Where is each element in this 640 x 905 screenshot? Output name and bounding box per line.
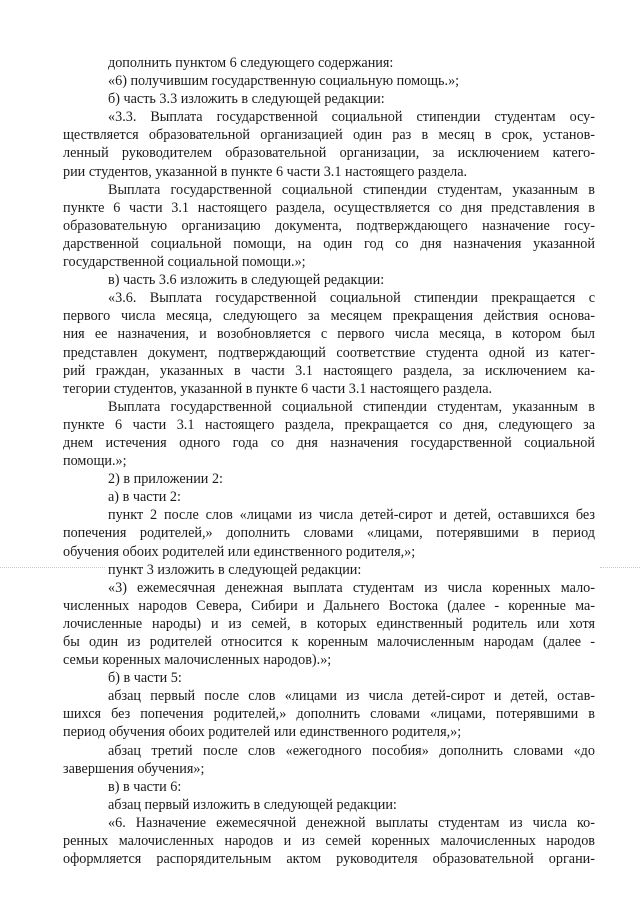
text-line: ленный руководителем образовательной организации, за исключением катего- xyxy=(63,145,595,162)
text-line: днем истечения одного года со дня назначения государственной социальной xyxy=(63,434,595,451)
text-line: оформляется распорядительным актом руководителя образовательной органи- xyxy=(63,851,595,868)
document-body xyxy=(63,54,595,868)
text-line: «3.6. Выплата государственной социальной стипендии прекращается с xyxy=(108,290,595,307)
text-line: шихся без попечения родителей,» дополнить словами «лицами, потерявшими в xyxy=(63,706,595,723)
text-line: дополнить пунктом 6 следующего содержания: xyxy=(108,55,394,71)
text-line: «6. Назначение ежемесячной денежной выплаты студентам из числа ко- xyxy=(108,814,595,831)
text-line: ния ее назначения, и возобновляется с первого числа месяца, в котором был xyxy=(63,326,595,343)
text-line: ществляется образовательной организацией один раз в месяц в срок, установ- xyxy=(63,127,595,144)
text-line: в) в части 6: xyxy=(108,778,182,795)
text-line: государственной социальной помощи.»; xyxy=(63,254,306,271)
text-line: абзац третий после слов «ежегодного пособия» дополнить словами «до xyxy=(108,742,595,759)
text-line: «3.3. Выплата государственной социальной стипендии студентам осу- xyxy=(108,109,595,126)
text-line: рии студентов, указанной в пункте 6 части 3.1 настоящего раздела. xyxy=(63,163,468,180)
text-line: тегории студентов, указанной в пункте 6 части 3.1 настоящего раздела. xyxy=(63,380,493,397)
text-line: б) часть 3.3 изложить в следующей редакции: xyxy=(108,91,385,108)
text-line: а) в части 2: xyxy=(108,489,181,506)
text-line: Выплата государственной социальной стипендии студентам, указанным в xyxy=(108,181,595,198)
text-line: завершения обучения»; xyxy=(63,760,205,777)
text-line: пункте 6 части 3.1 настоящего раздела, прекращается со дня, следующего за xyxy=(63,416,595,433)
text-line: «3) ежемесячная денежная выплата студентам из числа коренных мало- xyxy=(108,579,595,596)
text-line: рий граждан, указанных в части 3.1 настоящего раздела, за исключением ка- xyxy=(63,362,595,379)
text-line: обучения обоих родителей или единственного родителя,»; xyxy=(63,543,416,560)
text-line: ренных малочисленных народов и из семей коренных малочисленных народов xyxy=(63,833,595,850)
text-line: дарственной социальной помощи, на один год со дня назначения указанной xyxy=(63,235,595,252)
text-line: семьи коренных малочисленных народов).»; xyxy=(63,652,332,669)
text-line: пункт 3 изложить в следующей редакции: xyxy=(108,561,362,578)
text-line: пункт 2 после слов «лицами из числа детей-сирот и детей, оставшихся без xyxy=(108,507,595,524)
text-line: первого числа месяца, следующего за месяцем прекращения действия основа- xyxy=(63,308,595,325)
scan-dotted-line-right xyxy=(600,567,640,568)
scan-dotted-line-left xyxy=(0,567,105,568)
text-line: Выплата государственной социальной стипендии студентам, указанным в xyxy=(108,398,595,415)
text-line: попечения родителей,» дополнить словами «лицами, потерявшими в период xyxy=(63,525,595,542)
text-line: в) часть 3.6 изложить в следующей редакции: xyxy=(108,272,385,289)
text-line: бы один из родителей относится к коренным малочисленным народам (далее - xyxy=(63,634,595,650)
text-line: абзац первый после слов «лицами из числа детей-сирот и детей, остав- xyxy=(108,688,595,705)
text-line: образовательную организацию документа, подтверждающего назначение госу- xyxy=(63,217,595,234)
text-line: б) в части 5: xyxy=(108,670,182,687)
text-line: пункте 6 части 3.1 настоящего раздела, осуществляется со дня представления в xyxy=(63,199,595,216)
text-line: «6) получившим государственную социальную помощь.»; xyxy=(108,73,460,90)
text-line: помощи.»; xyxy=(63,453,127,470)
text-line: абзац первый изложить в следующей редакции: xyxy=(108,796,397,813)
text-line: период обучения обоих родителей или единственного родителя,»; xyxy=(63,724,462,741)
text-line: лочисленные народы) и из семей, в которых единственный родитель или хотя xyxy=(63,615,595,632)
text-line: численных народов Севера, Сибири и Дальнего Востока (далее - коренные ма- xyxy=(63,597,595,614)
text-line: представлен документ, подтверждающий соответствие студента одной из катег- xyxy=(63,344,595,361)
text-line: 2) в приложении 2: xyxy=(108,471,223,488)
